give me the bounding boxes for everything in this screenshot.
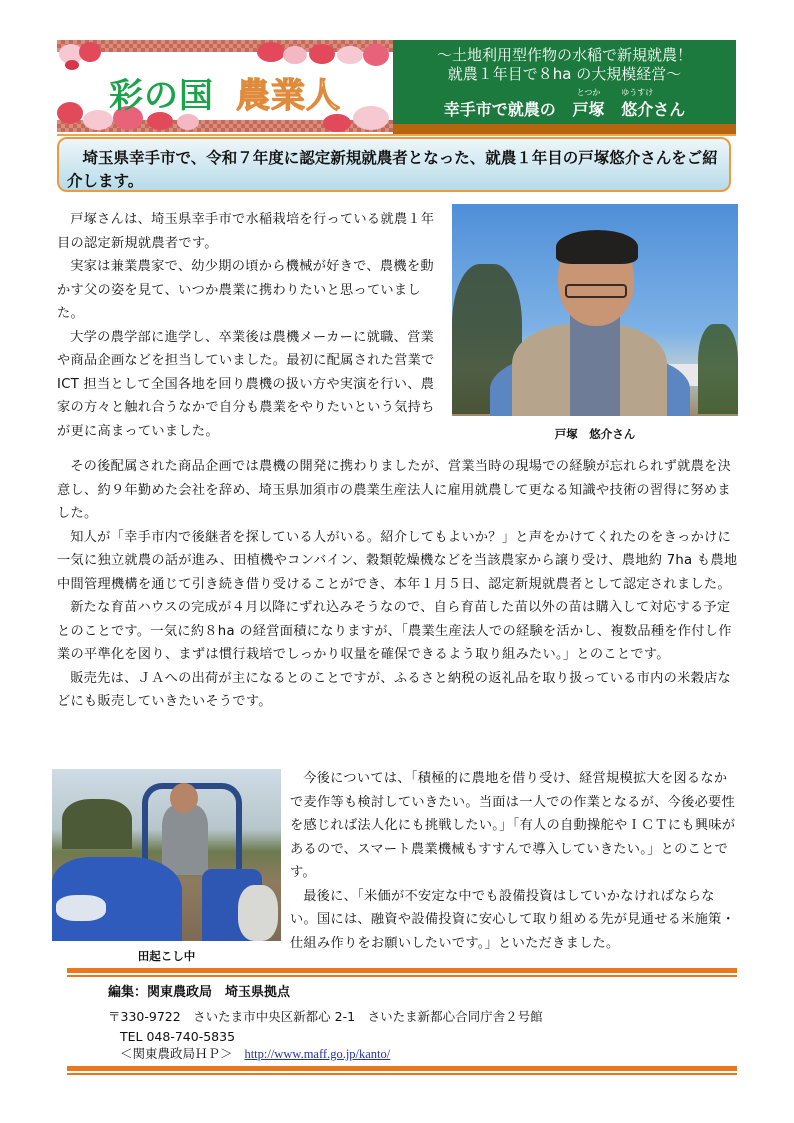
paragraph: 販売先は、ＪＡへの出荷が主になるとのことですが、ふるさと納税の返礼品を取り扱っている市内の米穀店などにも販売していきたいそうです。 [57, 670, 732, 709]
paragraph: 知人が「幸手市内で後継者を探している人がいる。紹介してもよいか？」と声をかけてくれたのをきっかけに一気に独立就農の話が進み、田植機やコンバイン、穀類乾燥機などを当該農家から譲り受け、農地約 7ha も農地中間管理機構を通じて引き続き借り受けることができ、本年１月５日、認定新規就農者として認定されました。 [57, 529, 738, 592]
logo-banner [57, 40, 393, 132]
footer-tel: TEL 048-740-5835 [120, 1029, 236, 1044]
tractor-photo [52, 769, 281, 941]
blossom-icon [257, 42, 285, 62]
honorific: さん [653, 100, 686, 119]
subtitle-line1: ～土地利用型作物の水稲で新規就農！ [436, 46, 692, 64]
footer-rule-top-thin [67, 975, 737, 977]
tractor-caption: 田起こし中 [137, 949, 196, 963]
footer-editor [108, 984, 290, 1002]
paragraph: 新たな育苗ハウスの完成が４月以降にずれ込みそうなので、自ら育苗した苗以外の苗は購入して対応する予定とのことです。一気に約８ha の経営面積になりますが、「農業生産法人での経験を活かし、複数品種を作付し作業の平準化を図り、まずは慣行栽培でしっかり収量を確保できるよう取り組みたい。」とのことです。 [57, 600, 732, 662]
chalkboard-banner [393, 40, 736, 124]
footer-rule-bottom-thin [67, 1073, 737, 1075]
header-divider [57, 134, 736, 136]
intro-box: 埼玉県幸手市で、令和７年度に認定新規就農者となった、就農１年目の戸塚悠介さんをご紹介します。 [57, 137, 731, 192]
article-full-width [57, 455, 741, 714]
paragraph: 戸塚さんは、埼玉県幸手市で水稲栽培を行っている就農１年目の認定新規就農者です。 [57, 212, 435, 251]
homepage-label: ＜関東農政局ＨＰ＞ [120, 1046, 233, 1061]
logo-part2: 農業人 [236, 76, 341, 116]
paragraph: その後配属された商品企画では農機の開発に携わりましたが、営業当時の現場での経験が忘れられず就農を決意し、約９年勤めた会社を辞め、埼玉県加須市の農業生産法人に雇用就農して更なる知識や技術の習得に努めました。 [57, 459, 732, 521]
given-name: ゆうすけ 悠介 [621, 88, 654, 119]
chalk-pieces-icon [666, 116, 726, 122]
given-name-ruby: ゆうすけ [621, 88, 654, 97]
footer-rule-bottom [67, 1066, 737, 1071]
portrait-caption: 戸塚 悠介さん [554, 427, 636, 441]
portrait-photo [452, 204, 738, 416]
footer-rule-top [67, 968, 737, 973]
blossom-icon [283, 46, 307, 64]
article-column-left [57, 208, 442, 443]
blossom-icon [363, 44, 389, 66]
paragraph: 今後については、「積極的に農地を借り受け、経営規模拡大を図るなかで麦作等も検討していきたい。当面は一人での作業となるが、今後必要性を感じれば法人化にも挑戦したい。」「有人の自動操舵やＩＣＴにも興味があるので、スマート農業機械もすすんで導入していきたい。」とのことです。 [290, 771, 736, 880]
blossom-icon [309, 44, 335, 64]
surname-ruby: とつか [576, 88, 601, 97]
paragraph: 最後に、「米価が不安定な中でも設備投資はしていかなければならない。国には、融資や設備投資に安心して取り組める先が見通せる米施策・仕組み作りをお願いしたいです。」といただきました。 [290, 888, 736, 951]
blossom-icon [79, 42, 101, 62]
glasses-icon [565, 284, 627, 298]
blossom-icon [337, 46, 363, 64]
paragraph: 実家は兼業農家で、幼少期の頃から機械が好きで、農機を動かす父の姿を見て、いつか農業に携わりたいと思っていました。 [57, 259, 434, 321]
chalkboard-ledge [393, 124, 736, 134]
name-prefix: 幸手市で就農の [443, 100, 556, 119]
footer-homepage [120, 1045, 390, 1063]
footer-address: 〒330-9722 さいたま市中央区新都心 2-1 さいたま新都心合同庁舎２号館 [108, 1009, 543, 1024]
subtitle-line2: 就農１年目で８ha の大規模経営～ [447, 65, 682, 83]
editor-label: 編集：関東農政局 埼玉県拠点 [108, 985, 291, 1000]
logo-title [57, 68, 393, 117]
homepage-link[interactable]: http://www.maff.go.jp/kanto/ [244, 1047, 391, 1061]
surname: とつか 戸塚 [572, 88, 605, 119]
logo-part1: 彩の国 [109, 76, 214, 116]
paragraph: 大学の農学部に進学し、卒業後は農機メーカーに就職、営業や商品企画などを担当していました。最初に配属された営業で ICT 担当として全国各地を回り農機の扱い方や実演を行い、農家の方々と触れ合うなかで自分も農業をやりたいという気持ちが更に高まっていました。 [57, 329, 435, 439]
article-column-right [290, 767, 740, 955]
